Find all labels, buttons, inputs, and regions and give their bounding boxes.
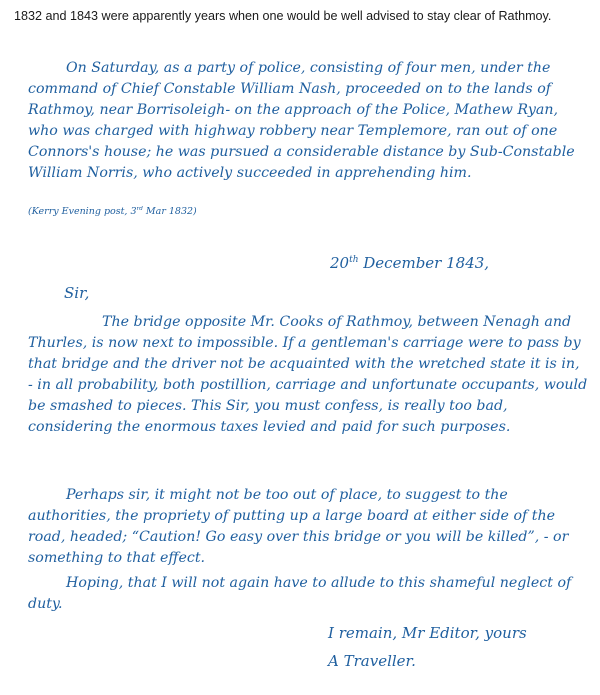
letter-paragraph-1 xyxy=(28,312,588,439)
source-superscript: rd xyxy=(136,206,143,212)
letter-paragraph-2 xyxy=(28,485,588,569)
date-superscript: th xyxy=(349,255,359,265)
letter-paragraph-text: The bridge opposite Mr. Cooks of Rathmoy, between Nenagh and Thurles, is now next to impossible. If a gentleman's carriage were to pass by that bridge and the driver not be acquainted with the wretched state it is in, - in all probability, both postillion, carriage and unfortunate occupants, would be smashed to pieces. This Sir, you must confess, is really too bad, considering the enormous taxes levied and paid for such purposes. xyxy=(28,314,588,436)
letter-paragraph-text: Hoping, that I will not again have to allude to this shameful neglect of duty. xyxy=(28,575,572,613)
date-rest: December 1843, xyxy=(358,254,490,272)
source-suffix: Mar 1832) xyxy=(142,206,197,218)
newspaper-article xyxy=(28,58,588,185)
source-prefix: (Kerry Evening post, 3 xyxy=(28,206,137,218)
letter-paragraph-3 xyxy=(28,573,588,615)
article-source-citation xyxy=(28,206,197,217)
letter-closing: I remain, Mr Editor, yours xyxy=(328,624,527,642)
letter-date xyxy=(330,254,489,272)
letter-signature: A Traveller. xyxy=(328,652,416,670)
article-paragraph: On Saturday, as a party of police, consisting of four men, under the command of Chief Constable William Nash, proceeded on to the lands of Rathmoy, near Borrisoleigh- on the approach of the Police, Mathew Ryan, who was charged with highway robbery near Templemore, ran out of one Connors's house; he was pursued a considerable distance by Sub-Constable William Norris, who actively succeeded in apprehending him. xyxy=(28,60,575,182)
date-day: 20 xyxy=(330,254,350,272)
letter-paragraph-text: Perhaps sir, it might not be too out of place, to suggest to the authorities, the propriety of putting up a large board at either side of the road, headed; “Caution! Go easy over this bridge or you will be killed”, - or something to that effect. xyxy=(28,487,569,567)
intro-text: 1832 and 1843 were apparently years when one would be well advised to stay clear of Rathmoy. xyxy=(14,9,552,23)
letter-salutation: Sir, xyxy=(64,284,90,302)
